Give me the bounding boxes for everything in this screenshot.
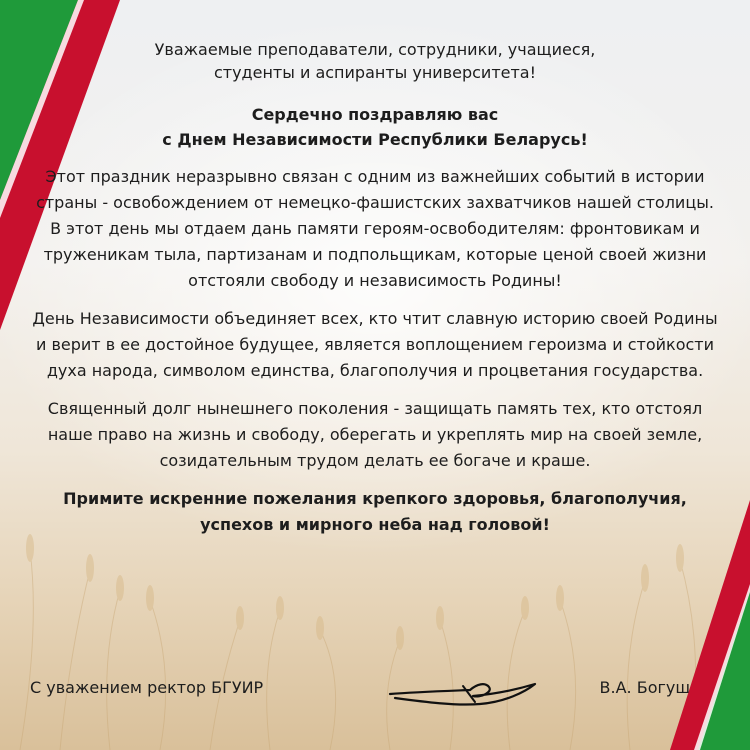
wishes — [30, 486, 720, 538]
headline-line-2: с Днем Независимости Республики Беларусь! — [162, 130, 588, 149]
letter-body — [30, 38, 720, 538]
signature-block — [30, 678, 690, 708]
wishes-line-2: успехов и мирного неба над головой! — [200, 515, 550, 534]
greeting-line-1: Уважаемые преподаватели, сотрудники, учащиеся, — [154, 40, 596, 59]
handwritten-signature — [385, 672, 555, 712]
greeting-line-2: студенты и аспиранты университета! — [213, 63, 537, 82]
paragraph-3: Священный долг нынешнего поколения - защищать память тех, кто отстоял наше право на жизнь и свободу, оберегать и укреплять мир на своей земле, созидательным трудом делать ее богаче и краше. — [47, 399, 703, 470]
signature-position: С уважением ректор БГУИР — [30, 678, 264, 697]
paragraph-1: Этот праздник неразрывно связан с одним из важнейших событий в истории страны - освобождением от немецко-фашистских захватчиков нашей столицы. В этот день мы отдаем дань памяти героям-освободителям: фронтовикам и труженикам тыла, партизанам и подпольщикам, которые ценой своей жизни отстояли свободу и независимость Родины! — [36, 167, 714, 290]
headline — [30, 102, 720, 152]
wishes-line-1: Примите искренние пожелания крепкого здоровья, благополучия, — [63, 489, 687, 508]
greeting — [30, 38, 720, 84]
signature-name: В.А. Богуш — [599, 678, 690, 697]
paragraph-2: День Независимости объединяет всех, кто чтит славную историю своей Родины и верит в ее достойное будущее, является воплощением героизма и стойкости духа народа, символом единства, благополучия и процветания государства. — [32, 309, 718, 380]
headline-line-1: Сердечно поздравляю вас — [251, 105, 499, 124]
